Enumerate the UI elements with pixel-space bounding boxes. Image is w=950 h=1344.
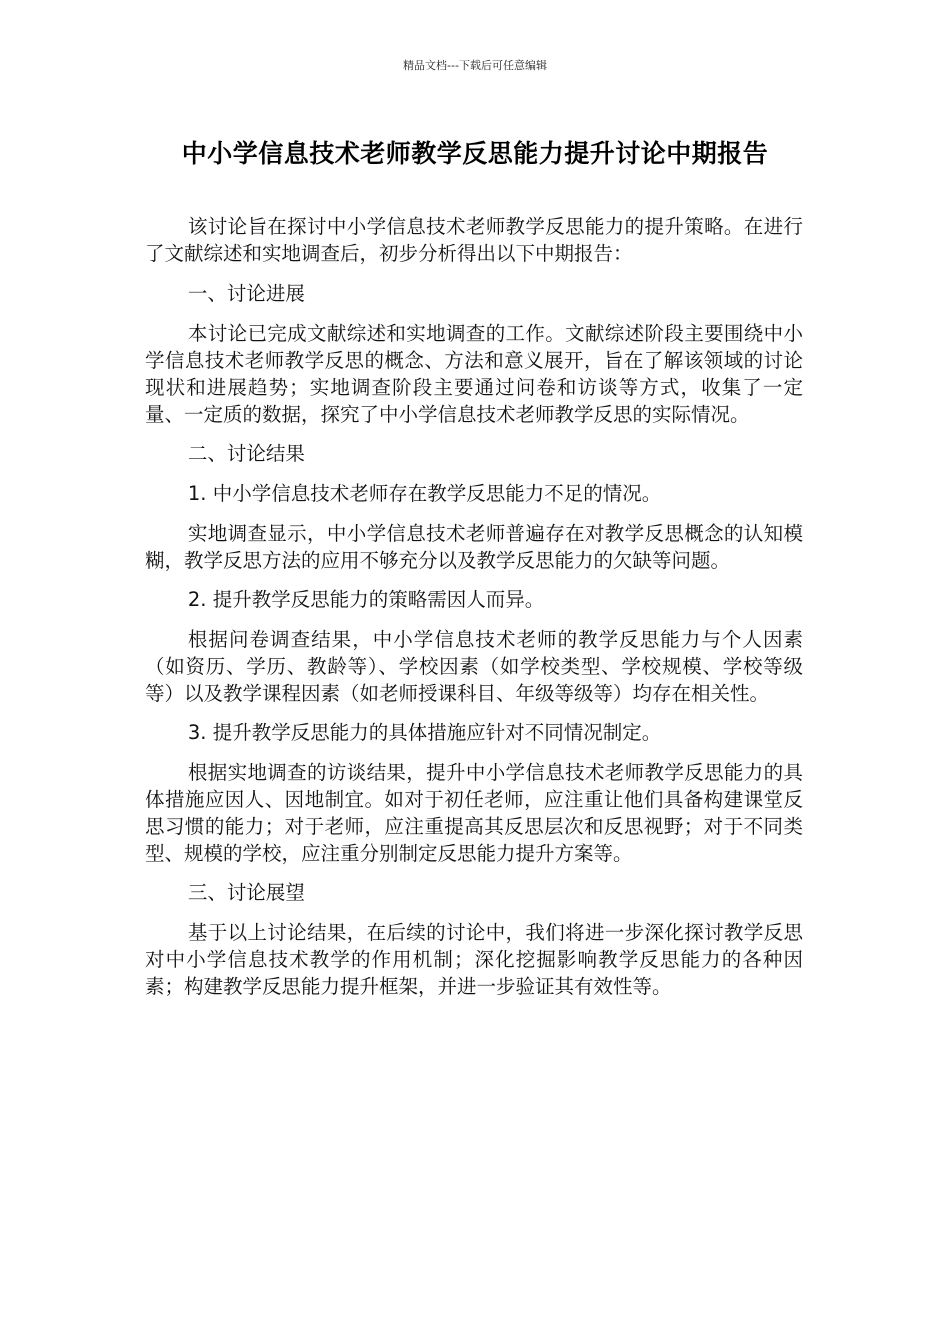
result-item-1: 1. 中小学信息技术老师存在教学反思能力不足的情况。: [187, 482, 662, 505]
progress-paragraph: 本讨论已完成文献综述和实地调查的工作。文献综述阶段主要围绕中小学信息技术老师教学反思的概念、方法和意义展开，旨在了解该领域的讨论现状和进展趋势；实地调查阶段主要通过问卷和访谈等方式，收集了一定量、一定质的数据，探究了中小学信息技术老师教学反思的实际情况。: [145, 321, 803, 426]
result-paragraph-3: 根据实地调查的访谈结果，提升中小学信息技术老师教学反思能力的具体措施应因人、因地制宜。如对于初任老师，应注重让他们具备构建课堂反思习惯的能力；对于老师，应注重提高其反思层次和反思视野；对于不同类型、规模的学校，应注重分别制定反思能力提升方案等。: [145, 760, 803, 865]
section-heading-progress: 一、讨论进展: [187, 281, 305, 305]
section-heading-results: 二、讨论结果: [187, 442, 305, 465]
result-item-2: 2. 提升教学反思能力的策略需因人而异。: [187, 588, 545, 611]
header-watermark: 精品文档---下载后可任意编辑: [403, 59, 547, 72]
result-item-3: 3. 提升教学反思能力的具体措施应针对不同情况制定。: [187, 721, 662, 744]
result-paragraph-2: 根据问卷调查结果，中小学信息技术老师的教学反思能力与个人因素（如资历、学历、教龄等）、学校因素（如学校类型、学校规模、学校等级等）以及教学课程因素（如老师授课科目、年级等级等）均存在相关性。: [145, 627, 803, 705]
section-heading-outlook: 三、讨论展望: [187, 881, 305, 904]
intro-paragraph: 该讨论旨在探讨中小学信息技术老师教学反思能力的提升策略。在进行了文献综述和实地调查后，初步分析得出以下中期报告：: [145, 215, 803, 265]
outlook-paragraph: 基于以上讨论结果，在后续的讨论中，我们将进一步深化探讨教学反思对中小学信息技术教学的作用机制；深化挖掘影响教学反思能力的各种因素；构建教学反思能力提升框架，并进一步验证其有效性等。: [145, 921, 803, 998]
document-body: [145, 213, 803, 1013]
document-title: 中小学信息技术老师教学反思能力提升讨论中期报告: [181, 139, 769, 168]
result-paragraph-1: 实地调查显示，中小学信息技术老师普遍存在对教学反思概念的认知模糊，教学反思方法的应用不够充分以及教学反思能力的欠缺等问题。: [145, 521, 803, 572]
